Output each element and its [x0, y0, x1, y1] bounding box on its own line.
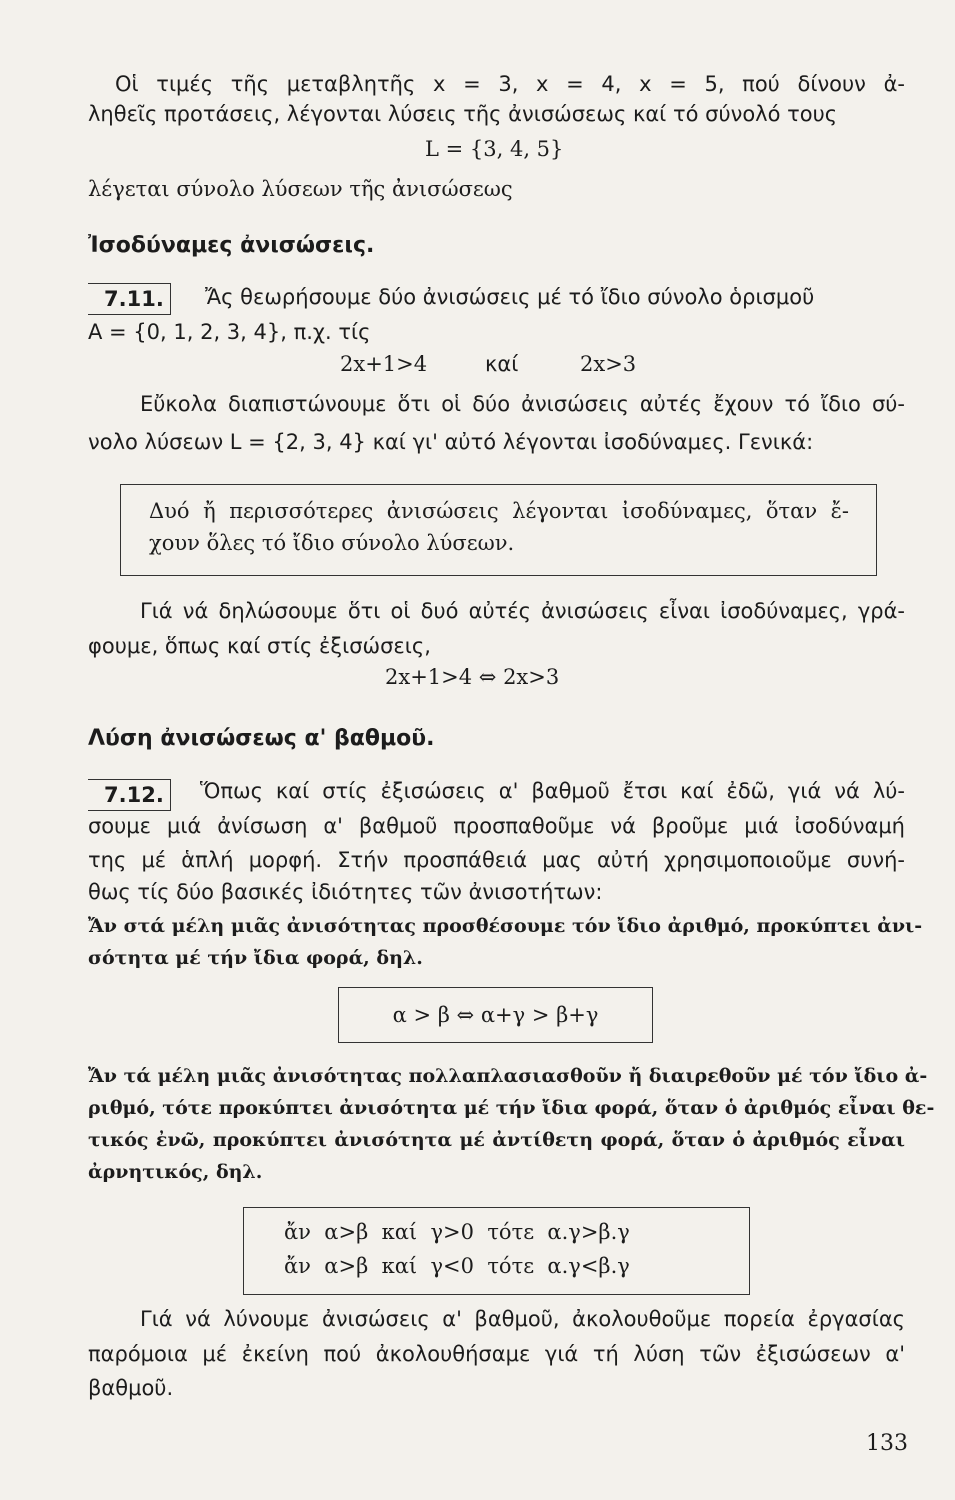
- text-line: λέγεται σύνολο λύσεων τῆς ἀνισώσεως: [88, 177, 513, 201]
- text-line: σουμε μιά ἀνίσωση α' βαθμοῦ προσπαθοῦμε νά βροῦμε μιά ἰσοδύναμή: [88, 814, 905, 838]
- text-line: φουμε, ὅπως καί στίς ἐξισώσεις,: [88, 634, 431, 658]
- text-line: Οἱ τιμές τῆς μεταβλητῆς x = 3, x = 4, x = 5, πού δίνουν ἀ-: [115, 72, 905, 96]
- equivalence-formula: 2x+1>4 ⇔ 2x>3: [385, 665, 560, 689]
- section-heading: Ἰσοδύναμες ἀνισώσεις.: [88, 233, 375, 258]
- formula-right: 2x>3: [580, 352, 637, 376]
- text-line: Ἄς θεωρήσουμε δύο ἀνισώσεις μέ τό ἴδιο σύνολο ὁρισμοῦ: [205, 285, 815, 309]
- definition-line: Δυό ἤ περισσότερες ἀνισώσεις λέγονται ἰσοδύναμες, ὅταν ἔ-: [149, 499, 849, 523]
- text-line: ληθεῖς προτάσεις, λέγονται λύσεις τῆς ἀνισώσεως καί τό σύνολό τους: [88, 102, 838, 126]
- formula-and: καί: [485, 352, 519, 376]
- text-line: παρόμοια μέ ἐκείνη πού ἀκολουθήσαμε γιά τή λύση τῶν ἐξισώσεων α': [88, 1342, 905, 1366]
- rule-line: Ἄν τά μέλη μιᾶς ἀνισότητας πολλαπλασιασθοῦν ἤ διαιρεθοῦν μέ τόν ἴδιο ἀ-: [88, 1065, 928, 1087]
- text-line: Γιά νά λύνουμε ἀνισώσεις α' βαθμοῦ, ἀκολουθοῦμε πορεία ἐργασίας: [140, 1307, 905, 1331]
- page-number: 133: [866, 1431, 908, 1456]
- text-line: Γιά νά δηλώσουμε ὅτι οἱ δυό αὐτές ἀνισώσεις εἶναι ἰσοδύναμες, γρά-: [140, 599, 905, 623]
- rule-box-2: [243, 1207, 750, 1295]
- section-number-7-12: 7.12.: [88, 779, 171, 811]
- rule-line: Ἄν στά μέλη μιᾶς ἀνισότητας προσθέσουμε τόν ἴδιο ἀριθμό, προκύπτει ἀνι-: [88, 915, 923, 937]
- definition-line: χουν ὅλες τό ἴδιο σύνολο λύσεων.: [149, 531, 515, 555]
- rule-line: ριθμό, τότε προκύπτει ἀνισότητα μέ τήν ἴδια φορά, ὅταν ὁ ἀριθμός εἶναι θε-: [88, 1097, 935, 1119]
- section-number-7-11: 7.11.: [88, 283, 171, 315]
- rule-formula: ἄν α>β καί γ<0 τότε α.γ<β.γ: [284, 1254, 630, 1278]
- rule-line: τικός ἐνῶ, προκύπτει ἀνισότητα μέ ἀντίθετη φορά, ὅταν ὁ ἀριθμός εἶναι: [88, 1129, 905, 1151]
- text-line: βαθμοῦ.: [88, 1376, 174, 1400]
- text-line: Ὅπως καί στίς ἐξισώσεις α' βαθμοῦ ἔτσι καί ἐδῶ, γιά νά λύ-: [200, 779, 905, 803]
- rule-line: ἀρνητικός, δηλ.: [88, 1161, 263, 1183]
- rule-formula: α > β ⇔ α+γ > β+γ: [392, 1003, 599, 1027]
- text-line: A = {0, 1, 2, 3, 4}, π.χ. τίς: [88, 320, 371, 344]
- section-heading: Λύση ἀνισώσεως α' βαθμοῦ.: [88, 726, 435, 751]
- text-line: θως τίς δύο βασικές ἰδιότητες τῶν ἀνισοτήτων:: [88, 880, 603, 904]
- rule-formula: ἄν α>β καί γ>0 τότε α.γ>β.γ: [284, 1220, 630, 1244]
- solution-set: L = {3, 4, 5}: [425, 137, 564, 161]
- rule-line: σότητα μέ τήν ἴδια φορά, δηλ.: [88, 947, 423, 969]
- text-line: της μέ ἁπλή μορφή. Στήν προσπάθειά μας αὐτή χρησιμοποιοῦμε συνή-: [88, 848, 905, 872]
- definition-box: [120, 484, 877, 576]
- rule-box-1: [338, 987, 653, 1043]
- formula-left: 2x+1>4: [340, 352, 428, 376]
- text-line: Εὔκολα διαπιστώνουμε ὅτι οἱ δύο ἀνισώσεις αὐτές ἔχουν τό ἴδιο σύ-: [140, 392, 905, 416]
- text-line: νολο λύσεων L = {2, 3, 4} καί γι' αὐτό λέγονται ἰσοδύναμες. Γενικά:: [88, 430, 814, 454]
